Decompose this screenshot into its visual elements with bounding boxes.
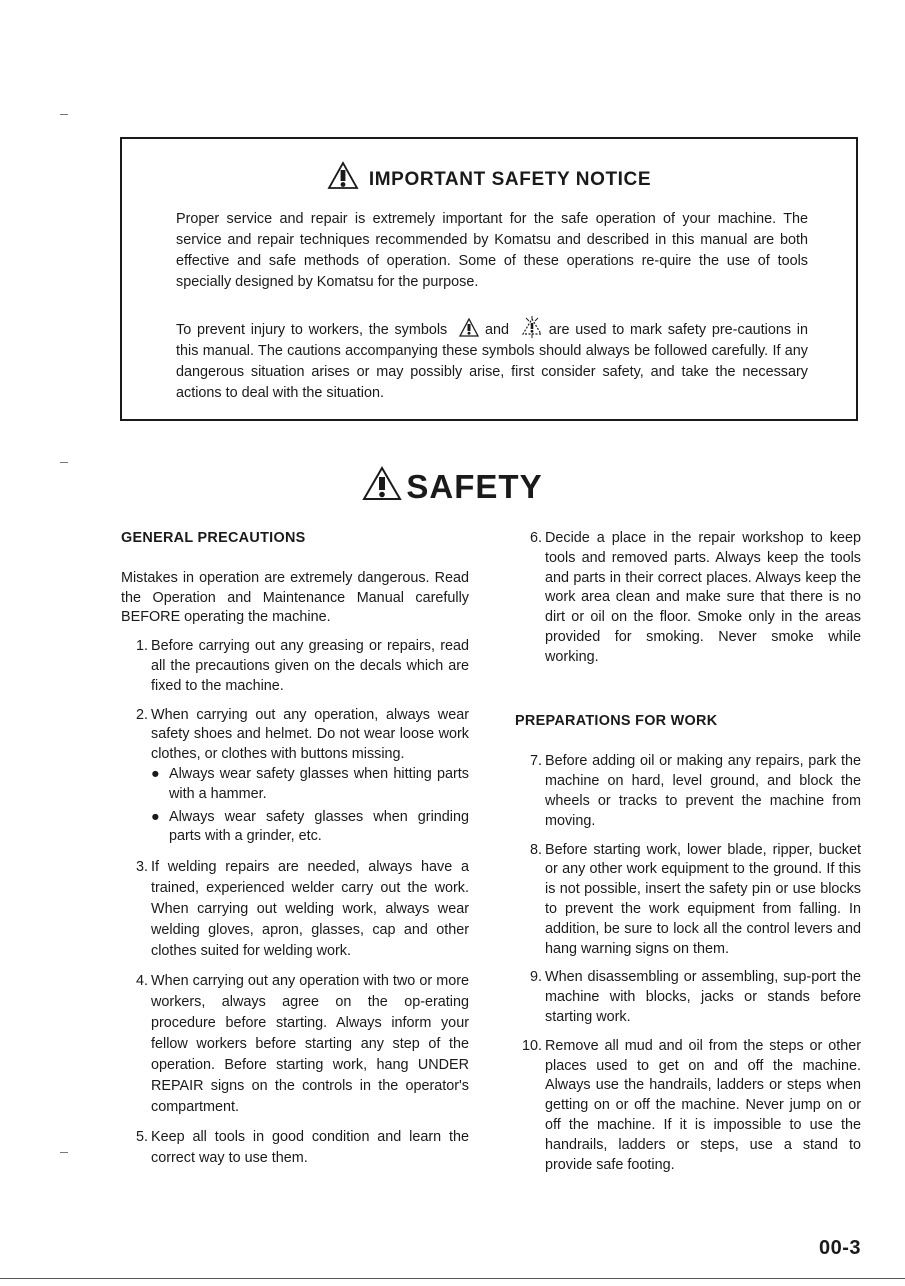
list-item-text: Before starting work, lower blade, ripper, bucket or any other work equipment to the ground. If this is not possible, insert the safety pin or use blocks to prevent the work equipment from falling. In addition, be sure to lock all the control levers and hang warning signs on them. bbox=[545, 841, 861, 957]
list-item-text: Before carrying out any greasing or repairs, read all the precautions given on the decals which are fixed to the machine. bbox=[151, 638, 469, 694]
scan-speck bbox=[60, 1152, 68, 1153]
list-item-number: 3. bbox=[135, 859, 148, 876]
important-safety-notice-box bbox=[120, 137, 858, 421]
page-number: 00-3 bbox=[818, 1237, 861, 1259]
list-item bbox=[515, 529, 861, 668]
general-precautions-intro: Mistakes in operation are extremely dangerous. Read the Operation and Maintenance Manual carefully BEFORE operating the machine. bbox=[121, 569, 469, 626]
list-item-text: When carrying out any operation with two or more workers, always agree on the op-erating procedure before starting. Always inform your fellow workers before starting any step of the operation. Before starting work, hang UNDER REPAIR signs on the controls in the operator's compartment. bbox=[151, 973, 469, 1116]
list-item-number: 7. bbox=[529, 753, 542, 770]
notice-paragraph-2 bbox=[176, 316, 808, 404]
bottom-rule bbox=[0, 1278, 905, 1279]
list-item-number: 4. bbox=[135, 973, 148, 990]
general-precautions-section bbox=[121, 529, 469, 1169]
list-item bbox=[121, 857, 469, 962]
list-item-number: 6. bbox=[529, 530, 542, 546]
scan-speck bbox=[60, 114, 68, 115]
notice-title bbox=[122, 161, 856, 191]
list-item-text: Before adding oil or making any repairs, park the machine on hard, level ground, and block the wheels or tracks to prevent the machine from moving. bbox=[545, 753, 861, 829]
notice-paragraph-2-end: are used to mark safety pre-cautions in this manual. The cautions accompanying these symbols should always be followed carefully. If any dangerous situation arises or may possibly arise, first consider safety, and take the necessary actions to deal with the situation. bbox=[176, 322, 809, 401]
list-item-text: Keep all tools in good condition and learn the correct way to use them. bbox=[151, 1129, 469, 1167]
bullet-item bbox=[151, 808, 469, 848]
bullet-text: Always wear safety glasses when grinding parts with a grinder, etc. bbox=[169, 808, 469, 845]
general-precautions-title: GENERAL PRECAUTIONS bbox=[121, 530, 306, 546]
list-item-text: When disassembling or assembling, sup-port the machine with blocks, jacks or stands before starting work. bbox=[545, 969, 861, 1025]
list-item bbox=[515, 1037, 861, 1176]
list-item-text: If welding repairs are needed, always have a trained, experienced welder carry out the work. When carrying out welding work, always wear welding gloves, apron, glasses, cap and other clothes suited for welding work. bbox=[151, 859, 469, 960]
right-column bbox=[515, 529, 861, 1175]
bullet-dot: ● bbox=[151, 808, 160, 825]
notice-paragraph-2-and: and bbox=[484, 322, 509, 338]
list-item-number: 8. bbox=[529, 841, 542, 858]
warning-triangle-icon bbox=[327, 161, 359, 191]
list-item-number: 10. bbox=[521, 1037, 542, 1054]
safety-heading bbox=[0, 466, 905, 506]
list-item-number: 9. bbox=[529, 969, 542, 986]
bullet-dot: ● bbox=[151, 765, 160, 782]
list-item-number: 5. bbox=[135, 1129, 148, 1146]
list-item bbox=[515, 841, 861, 960]
list-item-text: Decide a place in the repair workshop to keep tools and removed parts. Always keep the tools and parts in their correct places. Always keep the work area clean and make sure that there is no dirt or oil on the floor. Smoke only in the areas provided for smoking. Never smoke while working. bbox=[545, 530, 861, 665]
notice-paragraph-2-start: To prevent injury to workers, the symbols bbox=[176, 322, 448, 338]
warning-triangle-icon bbox=[362, 466, 402, 502]
warning-triangle-icon bbox=[459, 318, 479, 338]
list-item-number: 2. bbox=[135, 706, 148, 723]
notice-title-text: IMPORTANT SAFETY NOTICE bbox=[368, 169, 652, 190]
scan-speck bbox=[60, 462, 68, 463]
list-item bbox=[121, 637, 469, 696]
list-item-number: 1. bbox=[135, 638, 148, 655]
list-item bbox=[515, 752, 861, 831]
list-item-text: Remove all mud and oil from the steps or other places used to get on and off the machine. Always use the handrails, ladders or steps when getting on or off the machine. Never jump on or off the machine. If it is impossible to use the handrails, ladders or steps, use a stand to provide safe footing. bbox=[545, 1037, 861, 1173]
safety-heading-text: SAFETY bbox=[406, 468, 543, 505]
list-item bbox=[515, 968, 861, 1027]
list-item-text: When carrying out any operation, always wear safety shoes and helmet. Do not wear loose work clothes, or clothes with buttons missing. bbox=[151, 706, 469, 763]
list-item bbox=[121, 706, 469, 765]
bullet-item bbox=[151, 765, 469, 805]
notice-paragraph-1: Proper service and repair is extremely important for the safe operation of your machine. The service and repair techniques recommended by Komatsu and described in this manual are both effective and safe methods of operation. Some of these operations re-quire the use of tools specially designed by Komatsu for the purpose. bbox=[176, 211, 808, 290]
list-item bbox=[121, 1127, 469, 1169]
bullet-text: Always wear safety glasses when hitting parts with a hammer. bbox=[169, 765, 469, 802]
caution-triangle-icon bbox=[521, 316, 543, 338]
preparations-for-work-title: PREPARATIONS FOR WORK bbox=[515, 712, 718, 729]
list-item bbox=[121, 971, 469, 1118]
